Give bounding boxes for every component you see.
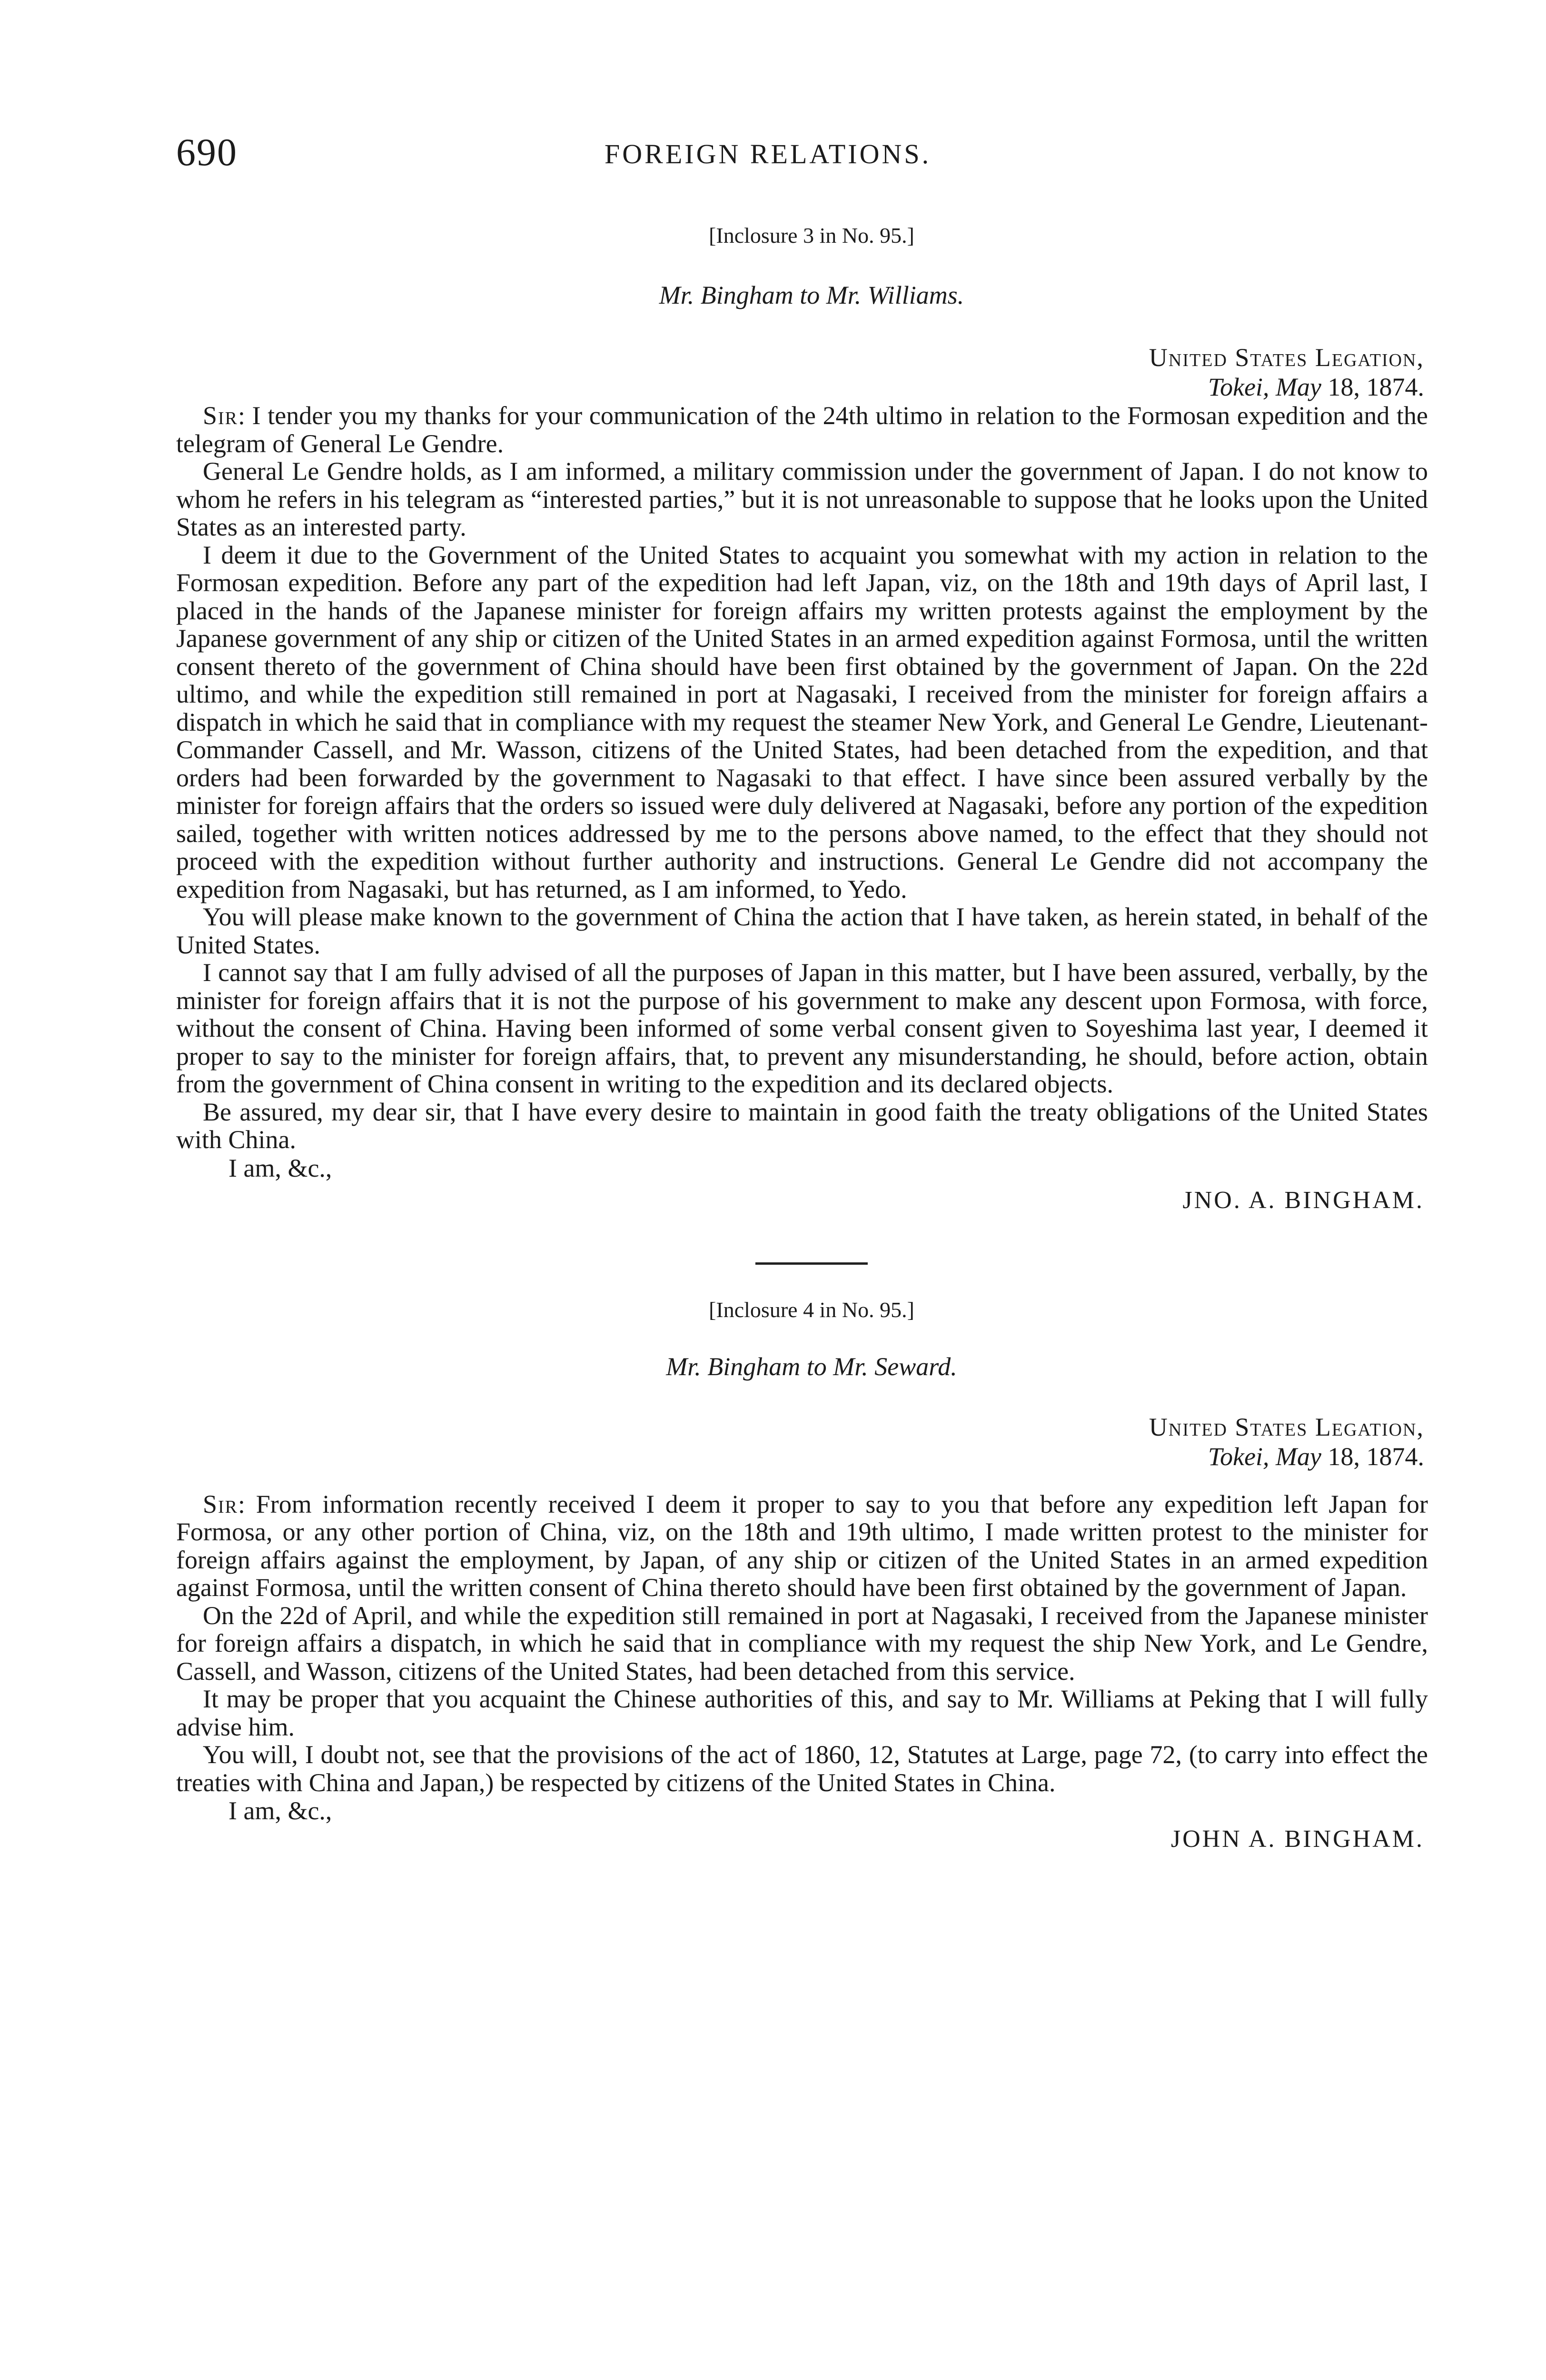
paragraph: You will, I doubt not, see that the provisions of the act of 1860, 12, Statutes at Large, page 72, (to carry into effect the treaties with China and Japan,) be respected by citizens of the United States in China. (176, 1740, 1428, 1797)
signature: JNO. A. BINGHAM. (1182, 1186, 1424, 1214)
date-line (176, 372, 1424, 402)
legation-line: United States Legation, (1149, 343, 1424, 372)
signature: JOHN A. BINGHAM. (1170, 1825, 1424, 1853)
paragraph: I cannot say that I am fully advised of all the purposes of Japan in this matter, but I have been assured, verbally, by the minister for foreign affairs that it is not the purpose of his government to make any descent upon Formosa, with force, without the consent of China. Having been informed of some verbal consent given to Soyeshima last year, I deemed it proper to say to the minister for foreign affairs, that, to prevent any misunderstanding, he should, before action, obtain from the government of China consent in writing to the expedition and its declared objects. (176, 958, 1428, 1098)
address-block (176, 1412, 1428, 1471)
date-rest: 18, 1874. (1321, 1442, 1424, 1471)
salutation: Sir (203, 1489, 238, 1518)
running-head: FOREIGN RELATIONS. (605, 139, 932, 169)
paragraph: It may be proper that you acquaint the Chinese authorities of this, and say to Mr. Williams at Peking that I will fully advise him. (176, 1685, 1428, 1741)
paragraph: General Le Gendre holds, as I am informed, a military commission under the government of Japan. I do not know to whom he refers in his telegram as “interested parties,” but it is not unreasonable to suppose that he looks upon the United States as an interested party. (176, 457, 1428, 541)
closing: I am, &c., (228, 1153, 332, 1182)
letter-bingham-to-williams (176, 219, 1428, 1215)
letter-title: Mr. Bingham to Mr. Seward. (666, 1352, 957, 1381)
paragraph: Sir: From information recently received I deem it proper to say to you that before any expedition left Japan for Formosa, or any other portion of China, viz, on the 18th and 19th ultimo, I made written protest to the minister for foreign affairs against the employment, by Japan, of any ship or citizen of the United States in an armed expedition against Formosa, until the written consent of China thereto should have been first obtained by the government of Japan. (176, 1489, 1428, 1602)
paragraph: You will please make known to the government of China the action that I have taken, as herein stated, in behalf of the United States. (176, 902, 1428, 959)
inclosure-label: [Inclosure 3 in No. 95.] (709, 223, 914, 248)
date-place: Tokei, May (1208, 1442, 1321, 1471)
closing: I am, &c., (228, 1796, 332, 1825)
page-number: 690 (176, 130, 238, 174)
letter-body (176, 1490, 1428, 1797)
address-block (176, 343, 1428, 402)
letter-bingham-to-seward (176, 1293, 1428, 1854)
document-page (176, 129, 1428, 1854)
date-rest: 18, 1874. (1321, 373, 1424, 401)
date-line (176, 1442, 1424, 1471)
date-place: Tokei, May (1208, 373, 1321, 401)
letter-body (176, 402, 1428, 1154)
inclosure-label: [Inclosure 4 in No. 95.] (709, 1297, 914, 1322)
paragraph: Sir: I tender you my thanks for your communication of the 24th ultimo in relation to the Formosan expedition and the telegram of General Le Gendre. (176, 401, 1428, 458)
paragraph: Be assured, my dear sir, that I have every desire to maintain in good faith the treaty obligations of the United States with China. (176, 1097, 1428, 1154)
paragraph: I deem it due to the Government of the United States to acquaint you somewhat with my action in relation to the Formosan expedition. Before any part of the expedition had left Japan, viz, on the 18th and 19th days of April last, I placed in the hands of the Japanese minister for foreign affairs my written protests against the employment by the Japanese government of any ship or citizen of the United States in an armed expedition against Formosa, until the written consent thereto of the government of China should have been first obtained by the government of Japan. On the 22d ultimo, and while the expedition still remained in port at Nagasaki, I received from the minister for foreign affairs a dispatch in which he said that in compliance with my request the steamer New York, and General Le Gendre, Lieutenant-Commander Cassell, and Mr. Wasson, citizens of the United States, had been detached from the expedition, and that orders had been forwarded by the government to Nagasaki to that effect. I have since been assured verbally by the minister for foreign affairs that the orders so issued were duly delivered at Nagasaki, before any portion of the expedition sailed, together with written notices addressed by me to the persons above named, to the effect that they should not proceed with the expedition without further authority and instructions. General Le Gendre did not accompany the expedition from Nagasaki, but has returned, as I am informed, to Yedo. (176, 540, 1428, 903)
paragraph: On the 22d of April, and while the expedition still remained in port at Nagasaki, I received from the Japanese minister for foreign affairs a dispatch, in which he said that in compliance with my request the ship New York, and Le Gendre, Cassell, and Wasson, citizens of the United States, had been detached from this service. (176, 1601, 1428, 1686)
letter-title: Mr. Bingham to Mr. Williams. (659, 281, 964, 309)
page-header (176, 129, 1428, 181)
salutation: Sir (203, 401, 238, 430)
legation-line: United States Legation, (1149, 1412, 1424, 1441)
section-divider (755, 1262, 868, 1265)
